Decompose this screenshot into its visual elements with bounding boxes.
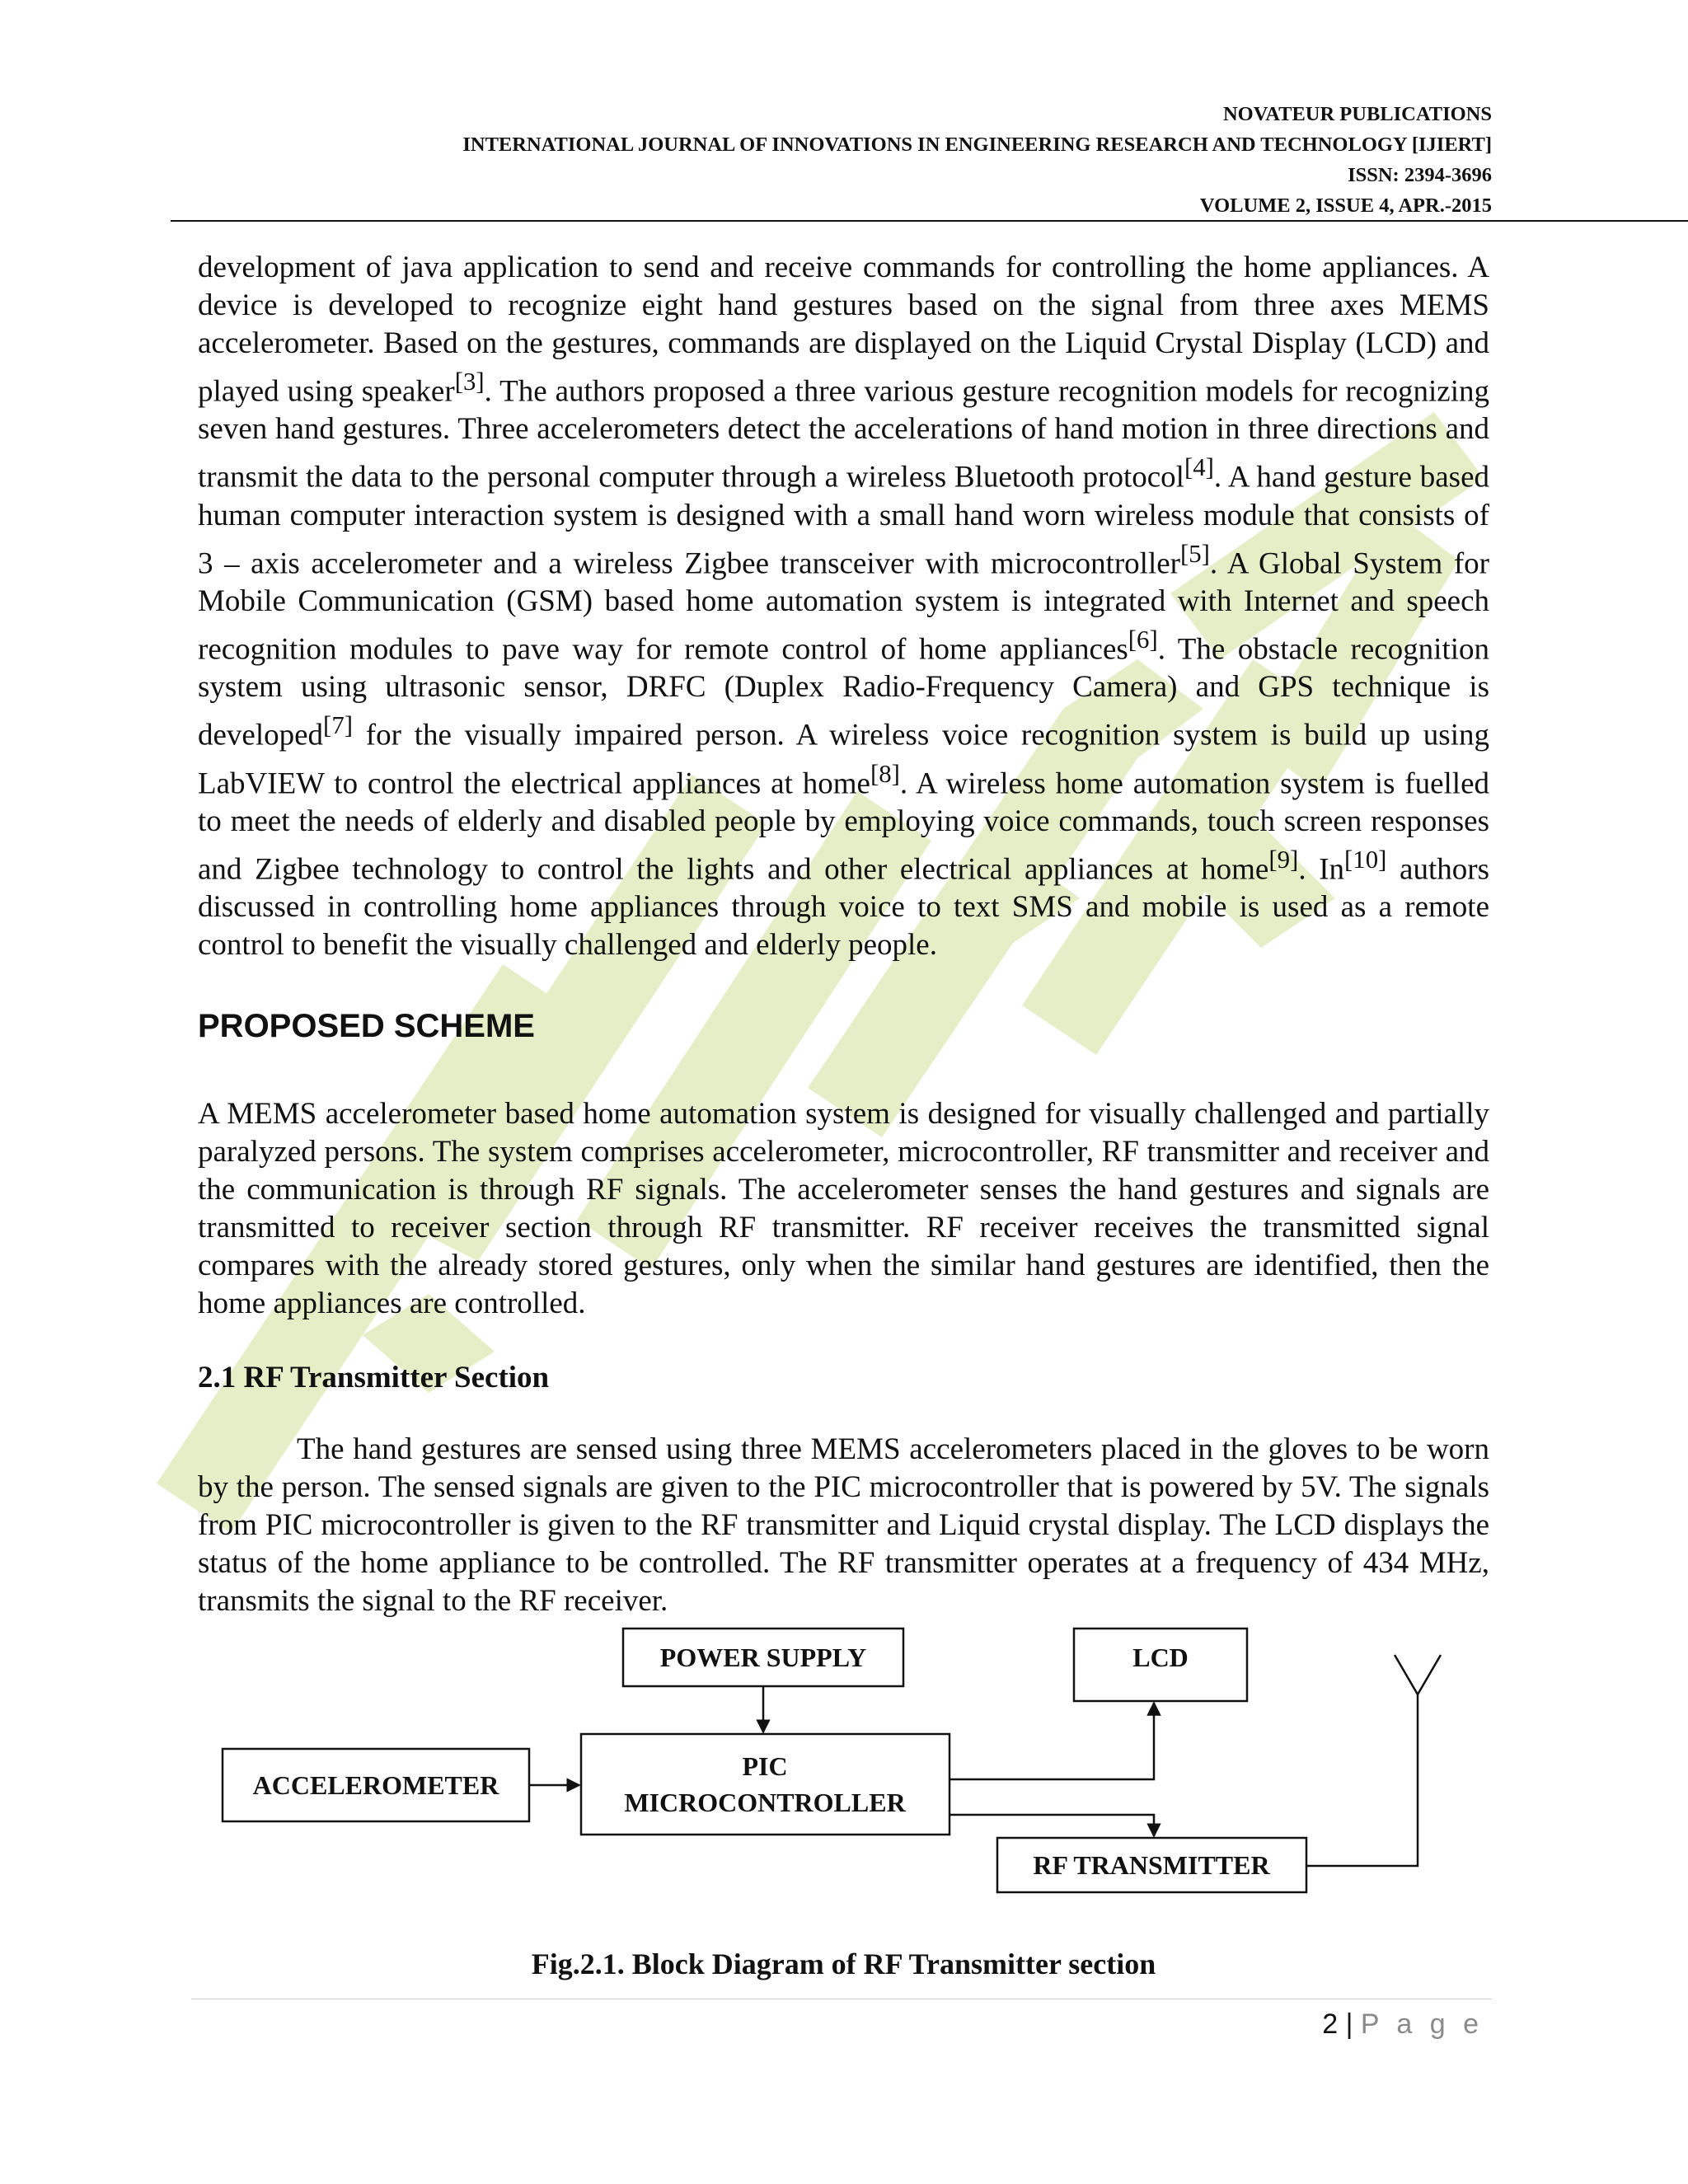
citation-6: [6] [1128, 625, 1158, 654]
lcd-label: LCD [1132, 1643, 1189, 1672]
connector-pic-to-lcd [950, 1703, 1154, 1779]
page-footer [1322, 2008, 1484, 2041]
intro-paragraph [198, 249, 1489, 964]
figure-caption: Fig.2.1. Block Diagram of RF Transmitter section [531, 1947, 1156, 1980]
intro-text: . The authors proposed a three various gesture recognition models for recognizing seven hand gestures. Three accelerometers detect the accelerations of hand motion in three directions and transmit the data to the personal computer through a wireless Bluetooth protocol [198, 374, 1490, 494]
proposed-scheme-paragraph: A MEMS accelerometer based home automation system is designed for visually challenged and partially paralyzed persons. The system comprises accelerometer, microcontroller, RF transmitter and receiver and the communication is through RF signals. The accelerometer senses the hand gestures and signals are transmitted to receiver section through RF transmitter. RF receiver receives the transmitted signal compares with the already stored gestures, only when the similar hand gestures are identified, then the home appliances are controlled. [198, 1097, 1489, 1320]
connector-rf-to-antenna [1306, 1694, 1418, 1866]
citation-9: [9] [1268, 845, 1299, 874]
accelerometer-label: ACCELEROMETER [252, 1770, 499, 1800]
proposed-scheme-section [198, 1095, 1489, 1323]
intro-text: . A Global System for Mobile Communication (GSM) based home automation system is integrated with Internet and speech recognition modules to pave way for remote control of home appliances [198, 546, 1489, 667]
intro-text: for the visually impaired person. A wireless voice recognition system is build up using LabVIEW to control the electrical appliances at home [198, 718, 1489, 800]
citation-8: [8] [870, 759, 900, 788]
page-number: 2 [1322, 2008, 1339, 2040]
citation-10: [10] [1344, 845, 1387, 874]
header-volume: VOLUME 2, ISSUE 4, APR.-2015 [1199, 194, 1492, 217]
page-label: P a g e [1360, 2008, 1484, 2040]
journal-header [462, 99, 1492, 221]
citation-3: [3] [454, 368, 485, 396]
pic-microcontroller-block [581, 1734, 950, 1835]
header-journal: INTERNATIONAL JOURNAL OF INNOVATIONS IN ENGINEERING RESEARCH AND TECHNOLOGY [IJIERT] [462, 134, 1492, 156]
header-issn: ISSN: 2394-3696 [1348, 164, 1492, 186]
page-separator: | [1338, 2008, 1361, 2040]
intro-text: authors discussed in controlling home appliances through voice to text SMS and mobile is used as a remote control to benefit the visually challenged and elderly people. [198, 852, 1489, 963]
block-diagram [214, 1627, 1467, 1924]
intro-text: . A hand gesture based human computer interaction system is designed with a small hand worn wireless module that consists of 3 – axis accelerometer and a wireless Zigbee transceiver with microcontroller [198, 460, 1490, 580]
intro-text: . The obstacle recognition system using ultrasonic sensor, DRFC (Duplex Radio-Frequency Camera) and GPS technique is developed [198, 632, 1490, 752]
power-supply-label: POWER SUPPLY [659, 1643, 867, 1672]
connector-pic-to-rf [950, 1815, 1154, 1836]
intro-section [198, 249, 1489, 964]
citation-5: [5] [1179, 539, 1210, 568]
antenna-icon [1395, 1655, 1441, 1694]
pic-label-line2: MICROCONTROLLER [624, 1788, 906, 1817]
section-heading-proposed-scheme: PROPOSED SCHEME [198, 1008, 535, 1044]
citation-7: [7] [323, 711, 353, 740]
rf-transmitter-label: RF TRANSMITTER [1033, 1850, 1270, 1880]
header-rule [171, 220, 1688, 222]
intro-text: . A wireless home automation system is fuelled to meet the needs of elderly and disabled people by employing voice commands, touch screen responses and Zigbee technology to control the lights and other electrical appliances at home [198, 766, 1489, 887]
rf-transmitter-section [198, 1431, 1489, 1620]
rf-transmitter-paragraph: The hand gestures are sensed using three MEMS accelerometers placed in the gloves to be worn by the person. The sensed signals are given to the PIC microcontroller that is powered by 5V. The signals from PIC microcontroller is given to the RF transmitter and Liquid crystal display. The LCD displays the status of the home appliance to be controlled. The RF transmitter operates at a frequency of 434 MHz, transmits the signal to the RF receiver. [198, 1432, 1489, 1618]
citation-4: [4] [1184, 453, 1214, 482]
pic-label-line1: PIC [742, 1751, 788, 1781]
intro-text: . In [1298, 852, 1345, 887]
subsection-heading-rf-transmitter: 2.1 RF Transmitter Section [198, 1361, 550, 1394]
header-publisher: NOVATEUR PUBLICATIONS [1222, 103, 1492, 125]
intro-text: development of java application to send and receive commands for controlling the home appliances. A device is developed to recognize eight hand gestures based on the signal from three axes MEMS accelerometer. Based on the gestures, commands are displayed on the Liquid Crystal Display (LCD) and played using speaker [198, 251, 1489, 409]
